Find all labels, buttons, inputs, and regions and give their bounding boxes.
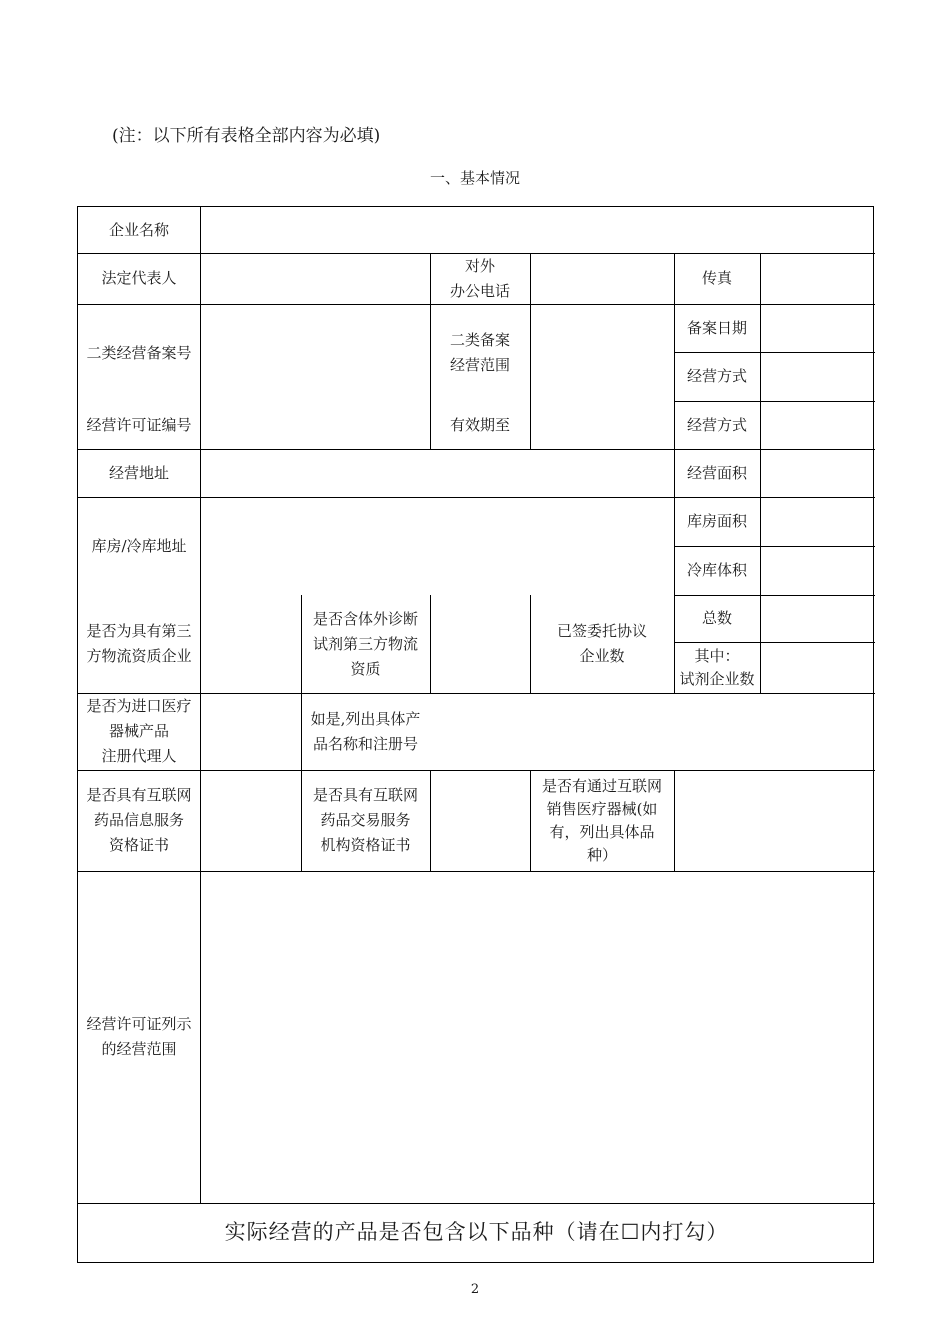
- internet-trade-service-label-line: 是否具有互联网: [312, 786, 418, 804]
- import-agent-label-line: 注册代理人: [101, 747, 177, 765]
- reagent-companies-label-line: 其中：: [694, 646, 740, 665]
- license-scope-label-line: 的经营范围: [101, 1040, 177, 1058]
- if-yes-list-label: [301, 693, 430, 770]
- internet-trade-service-field[interactable]: [430, 770, 530, 871]
- online-sales-label: [530, 770, 674, 871]
- reagent-companies-label: [674, 642, 760, 693]
- third-party-logistics-field[interactable]: [200, 595, 301, 693]
- company-name-label: 企业名称: [108, 220, 169, 239]
- valid-until-field[interactable]: [530, 402, 674, 449]
- ivd-third-party-label-line: 试剂第三方物流: [312, 634, 418, 653]
- license-no-label: 经营许可证编号: [86, 416, 192, 434]
- license-scope-label-line: 经营许可证列示: [86, 1015, 192, 1033]
- class2-scope-label-line: 二类备案: [449, 331, 510, 349]
- class2-record-no-field[interactable]: [200, 304, 430, 402]
- office-phone-field[interactable]: [530, 253, 674, 304]
- license-no-field[interactable]: [200, 402, 430, 449]
- warehouse-area-label: 库房面积: [686, 512, 747, 530]
- product-category-question: 实际经营的产品是否包含以下品种（请在☐内打勾）: [224, 1220, 729, 1244]
- internet-trade-service-label-line: 药品交易服务: [320, 811, 411, 829]
- import-agent-label: [78, 693, 200, 770]
- online-sales-label-line: 有，列出具体品: [549, 822, 655, 841]
- warehouse-address-label: 库房/冷库地址: [91, 536, 187, 555]
- fax-field[interactable]: [760, 253, 875, 304]
- page-number: 2: [470, 1282, 480, 1297]
- import-agent-label-line: 是否为进口医疗: [86, 697, 192, 715]
- online-sales-label-line: 种）: [586, 845, 617, 864]
- business-mode-field[interactable]: [760, 401, 875, 449]
- section-title: 一、基本情况: [429, 169, 520, 187]
- third-party-logistics-label-line: 是否为具有第三: [86, 622, 192, 640]
- business-address-field[interactable]: [200, 449, 674, 497]
- ivd-third-party-label: [301, 595, 430, 693]
- class2-scope-label: [430, 304, 530, 402]
- online-sales-field[interactable]: [674, 770, 875, 871]
- warehouse-area-field[interactable]: [760, 497, 875, 546]
- class2-scope-label-line: 经营范围: [449, 356, 510, 374]
- form-note: (注：以下所有表格全部内容为必填): [112, 126, 381, 146]
- third-party-logistics-label: [78, 595, 200, 693]
- business-mode-label: 经营方式: [686, 415, 747, 434]
- business-mode-field[interactable]: [760, 352, 875, 401]
- valid-until-label: 有效期至: [449, 416, 510, 434]
- record-date-field[interactable]: [760, 304, 875, 352]
- online-sales-label-line: 销售医疗器械(如: [546, 799, 658, 818]
- total-field[interactable]: [760, 595, 875, 642]
- internet-info-service-label: [78, 770, 200, 871]
- business-address-label: 经营地址: [108, 463, 169, 482]
- ivd-third-party-label-line: 是否含体外诊断: [312, 609, 418, 628]
- internet-trade-service-label: [301, 770, 430, 871]
- ivd-third-party-field[interactable]: [430, 595, 530, 693]
- legal-rep-label: 法定代表人: [101, 269, 177, 287]
- signed-agreements-label-line: 已签委托协议: [556, 622, 647, 640]
- cold-storage-volume-field[interactable]: [760, 546, 875, 595]
- signed-agreements-label-line: 企业数: [579, 647, 625, 665]
- import-agent-label-line: 器械产品: [108, 722, 169, 740]
- fax-label: 传真: [701, 269, 732, 287]
- company-name-field[interactable]: [200, 207, 875, 253]
- product-registration-field[interactable]: [430, 693, 875, 770]
- record-date-label: 备案日期: [686, 318, 747, 337]
- total-label: 总数: [701, 609, 732, 627]
- basic-info-form-table: [77, 206, 874, 1263]
- third-party-logistics-label-line: 方物流资质企业: [86, 647, 192, 665]
- reagent-companies-field[interactable]: [760, 642, 875, 693]
- if-yes-list-label-line: 品名称和注册号: [312, 734, 418, 753]
- office-phone-label: [430, 253, 530, 304]
- internet-info-service-field[interactable]: [200, 770, 301, 871]
- import-agent-field[interactable]: [200, 693, 301, 770]
- ivd-third-party-label-line: 资质: [350, 659, 381, 678]
- office-phone-label-line: 对外: [464, 256, 495, 275]
- license-scope-field[interactable]: [200, 871, 875, 1203]
- class2-record-no-label: 二类经营备案号: [86, 343, 192, 362]
- internet-trade-service-label-line: 机构资格证书: [320, 836, 411, 854]
- license-scope-label: [78, 871, 200, 1203]
- internet-info-service-label-line: 药品信息服务: [93, 811, 184, 829]
- office-phone-label-line: 办公电话: [449, 281, 510, 300]
- business-area-label: 经营面积: [686, 463, 747, 482]
- reagent-companies-label-line: 试剂企业数: [679, 669, 755, 688]
- internet-info-service-label-line: 资格证书: [108, 836, 169, 854]
- class2-scope-field[interactable]: [530, 304, 674, 402]
- warehouse-address-field[interactable]: [200, 497, 674, 595]
- business-mode-label: 经营方式: [686, 367, 747, 385]
- online-sales-label-line: 是否有通过互联网: [541, 776, 662, 795]
- internet-info-service-label-line: 是否具有互联网: [86, 786, 192, 804]
- signed-agreements-label: [530, 595, 674, 693]
- business-area-field[interactable]: [760, 449, 875, 497]
- if-yes-list-label-line: 如是,列出具体产: [310, 709, 421, 728]
- cold-storage-volume-label: 冷库体积: [686, 561, 747, 579]
- legal-rep-field[interactable]: [200, 253, 430, 304]
